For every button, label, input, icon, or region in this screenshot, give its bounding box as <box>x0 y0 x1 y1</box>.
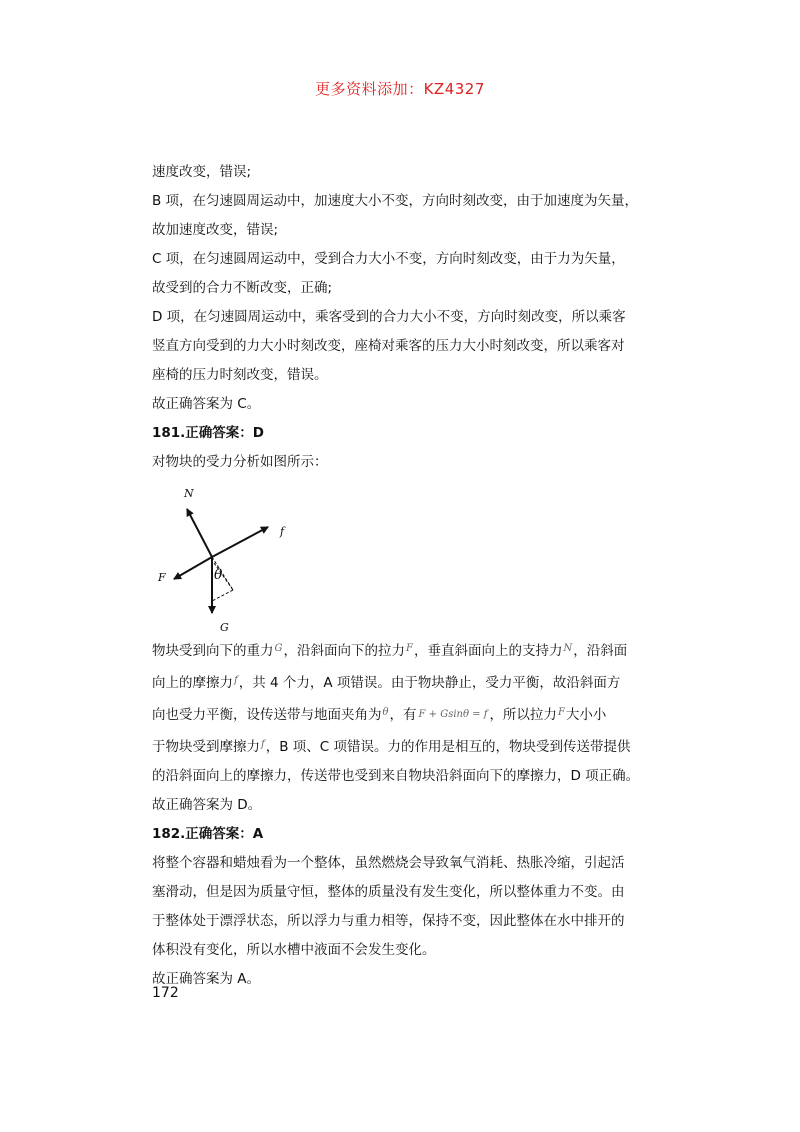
text-line: 于物块受到摩擦力$^f$，B 项、C 项错误。力的作用是相互的，物块受到传送带提供 <box>152 739 631 755</box>
label-F: F <box>158 571 166 584</box>
math-symbol: f <box>261 739 265 750</box>
math-symbol: f <box>234 675 238 686</box>
label-N: N <box>184 487 194 500</box>
force-arrow-N <box>187 509 212 557</box>
force-diagram <box>152 481 302 634</box>
text-line: 故正确答案为 D。 <box>152 797 262 813</box>
label-theta: θ <box>214 567 223 583</box>
text-line: 向上的摩擦力$^f$，共 4 个力，A 项错误。由于物块静止，受力平衡，故沿斜面方 <box>152 675 621 691</box>
force-arrow-F <box>174 557 212 579</box>
page-number: 172 <box>152 985 179 1001</box>
text-line: 塞滑动，但是因为质量守恒，整体的质量没有发生变化，所以整体重力不变。由 <box>152 884 625 900</box>
text-line: 于整体处于漂浮状态，所以浮力与重力相等，保持不变，因此整体在水中排开的 <box>152 913 625 929</box>
text-line: 的沿斜面向上的摩擦力，传送带也受到来自物块沿斜面向下的摩擦力，D 项正确。 <box>152 768 640 784</box>
text-line: C 项，在匀速圆周运动中，受到合力大小不变，方向时刻改变，由于力为矢量， <box>152 251 625 267</box>
text-line: D 项，在匀速圆周运动中，乘客受到的合力大小不变，方向时刻改变，所以乘客 <box>152 309 626 325</box>
text-line: 座椅的压力时刻改变，错误。 <box>152 367 328 383</box>
math-symbol: N <box>563 643 573 654</box>
text-line: 故加速度改变，错误; <box>152 222 279 238</box>
math-symbol: θ <box>382 707 389 718</box>
text-line: 故正确答案为 C。 <box>152 396 261 412</box>
text-line: 将整个容器和蜡烛看为一个整体，虽然燃烧会导致氧气消耗、热胀冷缩，引起活 <box>152 855 625 871</box>
text-line: 向也受力平衡，设传送带与地面夹角为$^\theta$，有 F + Gsinθ = f ，所以拉力$^F$大小小 <box>152 707 607 723</box>
force-arrow-f <box>212 527 268 557</box>
page-content <box>152 158 662 994</box>
label-f: f <box>280 525 285 538</box>
text-line: 故受到的合力不断改变，正确; <box>152 280 333 296</box>
math-symbol: F <box>406 643 413 654</box>
header-contact: 更多资料添加：KZ4327 <box>315 80 485 98</box>
answer-heading-182: 182.正确答案：A <box>152 826 264 842</box>
math-equation: F + Gsinθ = f <box>418 709 488 720</box>
text-line: 物块受到向下的重力$^G$，沿斜面向下的拉力$^F$，垂直斜面向上的支持力$^N$，沿斜面 <box>152 643 628 659</box>
dashed-line <box>212 590 233 601</box>
text-line: 速度改变，错误; <box>152 164 252 180</box>
text-line: B 项，在匀速圆周运动中，加速度大小不变，方向时刻改变，由于加速度为矢量， <box>152 193 639 209</box>
text-line: 对物块的受力分析如图所示： <box>152 454 328 470</box>
label-G: G <box>220 621 229 634</box>
text-line: 故正确答案为 A。 <box>152 971 261 987</box>
math-symbol: G <box>274 643 283 654</box>
math-symbol: F <box>557 707 565 718</box>
text-line: 体积没有变化，所以水槽中液面不会发生变化。 <box>152 942 436 958</box>
text-line: 竖直方向受到的力大小时刻改变，座椅对乘客的压力大小时刻改变，所以乘客对 <box>152 338 625 354</box>
answer-heading-181: 181.正确答案：D <box>152 425 265 441</box>
